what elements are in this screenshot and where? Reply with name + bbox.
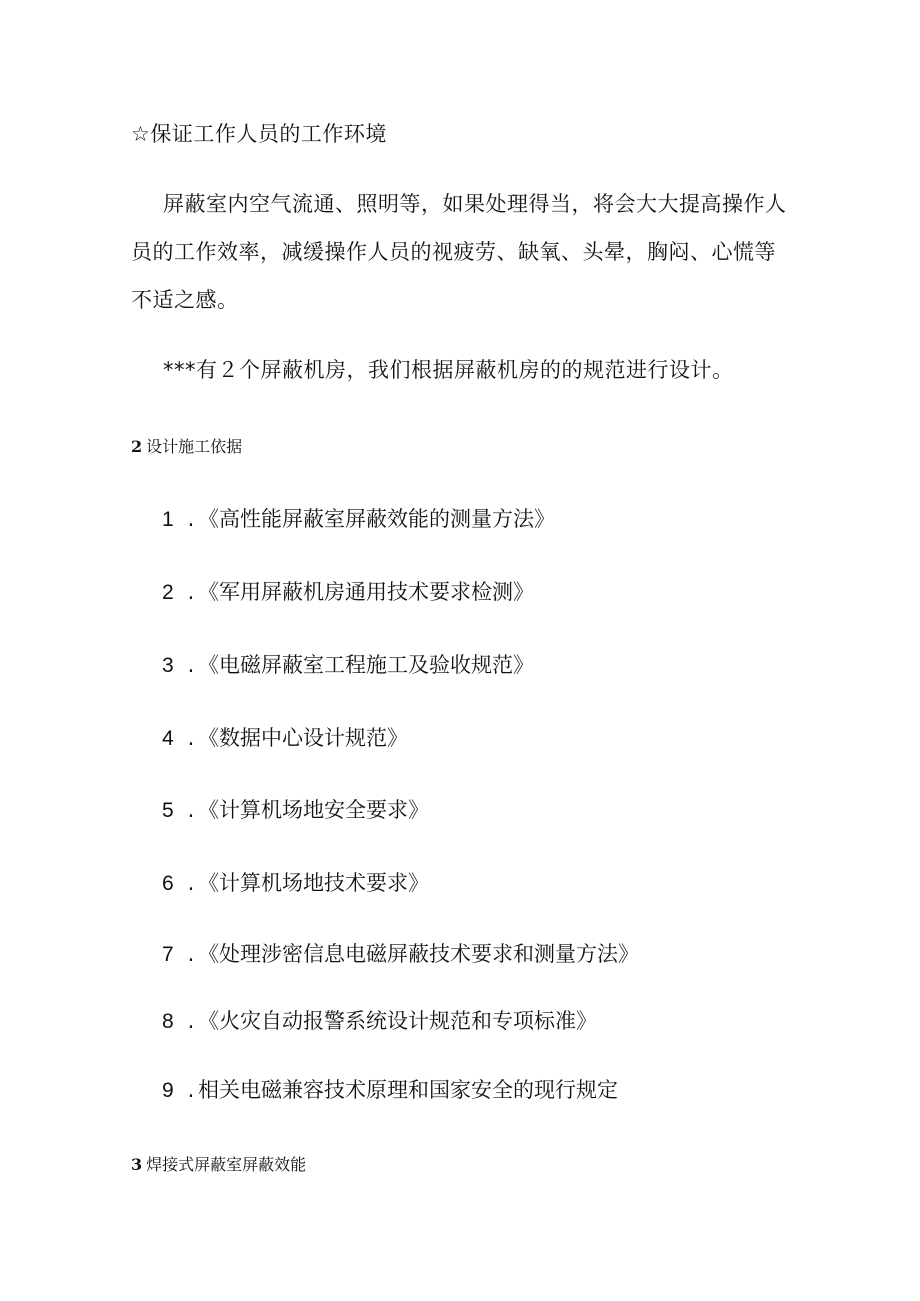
list-item-separator: . <box>187 798 195 822</box>
list-item <box>162 1076 618 1105</box>
list-item <box>162 940 639 969</box>
list-item-text: 《电磁屏蔽室工程施工及验收规范》 <box>198 653 534 677</box>
section-3-title: 焊接式屏蔽室屏蔽效能 <box>146 1155 307 1174</box>
list-item-separator: . <box>187 1078 195 1102</box>
list-item-number: 8 <box>162 1010 174 1033</box>
list-item <box>162 724 408 753</box>
list-item-separator: . <box>187 726 195 750</box>
list-item-number: 9 <box>162 1079 174 1102</box>
list-item-separator: . <box>187 1009 195 1033</box>
star-section-title: ☆保证工作人员的工作环境 <box>131 122 387 146</box>
section-2-number: 2 <box>131 437 143 456</box>
list-item <box>162 869 429 898</box>
list-item-text: 《军用屏蔽机房通用技术要求检测》 <box>198 580 534 604</box>
list-item-text: 相关电磁兼容技术原理和国家安全的现行规定 <box>198 1078 618 1102</box>
list-item-separator: . <box>187 507 195 531</box>
list-item-separator: . <box>187 942 195 966</box>
list-item-number: 5 <box>162 799 174 822</box>
paragraph-line-3: 不适之感。 <box>131 288 239 312</box>
list-item-text: 《数据中心设计规范》 <box>198 726 408 750</box>
list-item-number: 1 <box>162 508 174 531</box>
section-2-heading <box>131 436 242 458</box>
list-item-text: 《高性能屏蔽室屏蔽效能的测量方法》 <box>198 507 555 531</box>
list-item-separator: . <box>187 871 195 895</box>
section-3-heading <box>131 1154 306 1176</box>
list-item-text: 《火灾自动报警系统设计规范和专项标准》 <box>198 1009 597 1033</box>
section-3-number: 3 <box>131 1155 143 1174</box>
list-item <box>162 1007 597 1036</box>
list-item-number: 7 <box>162 943 174 966</box>
note-paragraph: ***有２个屏蔽机房，我们根据屏蔽机房的的规范进行设计。 <box>163 358 734 382</box>
list-item-number: 6 <box>162 872 174 895</box>
list-item <box>162 505 555 534</box>
list-item-number: 2 <box>162 581 174 604</box>
list-item-text: 《计算机场地安全要求》 <box>198 798 429 822</box>
list-item <box>162 796 429 825</box>
list-item-text: 《处理涉密信息电磁屏蔽技术要求和测量方法》 <box>198 942 639 966</box>
paragraph-line-2: 员的工作效率，减缓操作人员的视疲劳、缺氧、头晕，胸闷、心慌等 <box>131 240 776 264</box>
list-item-separator: . <box>187 580 195 604</box>
paragraph-line-1: 屏蔽室内空气流通、照明等，如果处理得当，将会大大提高操作人 <box>163 192 787 216</box>
list-item-separator: . <box>187 653 195 677</box>
list-item-number: 3 <box>162 654 174 677</box>
list-item <box>162 578 534 607</box>
list-item-text: 《计算机场地技术要求》 <box>198 871 429 895</box>
list-item-number: 4 <box>162 727 174 750</box>
list-item <box>162 651 534 680</box>
section-2-title: 设计施工依据 <box>146 437 243 456</box>
